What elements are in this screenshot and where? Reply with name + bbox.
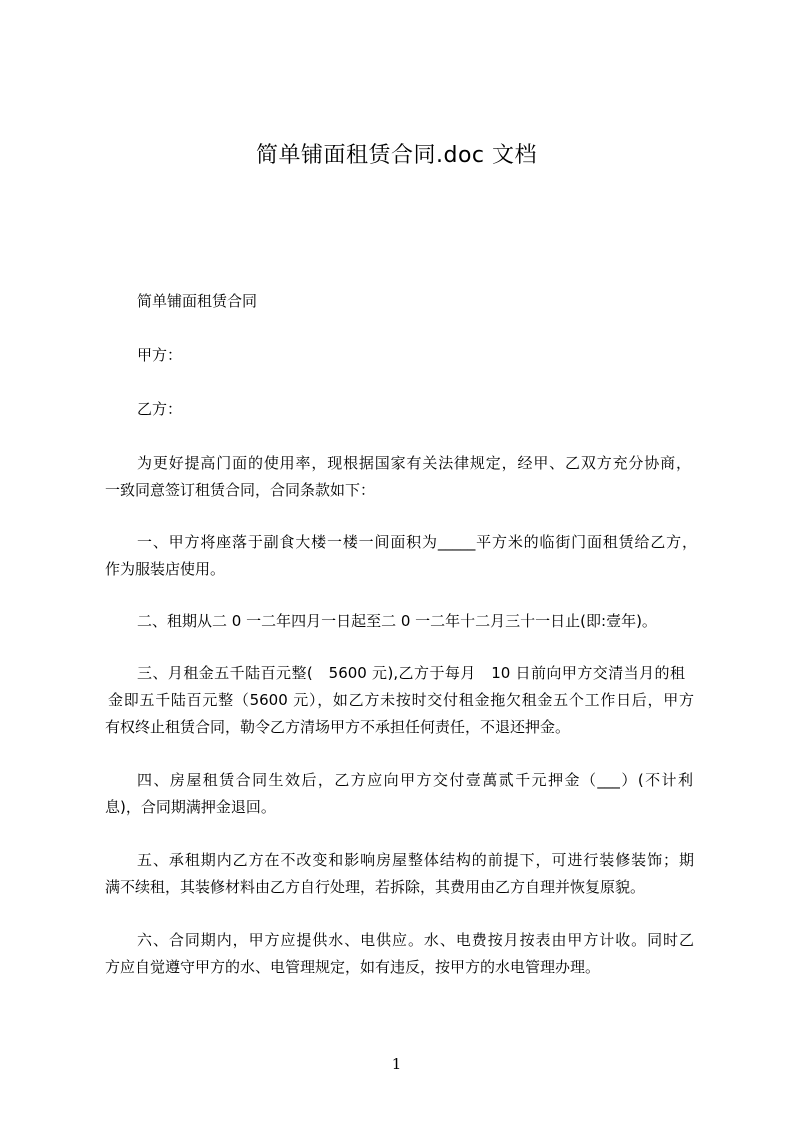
clause-5-line-1: 五、承租期内乙方在不改变和影响房屋整体结构的前提下，可进行装修装饰；期 <box>137 851 694 869</box>
clause-3-line-2: 金即五千陆百元整（5600 元），如乙方未按时交付租金拖欠租金五个工作日后，甲方 <box>108 691 694 709</box>
clause-1-line-2: 作为服装店使用。 <box>105 560 226 578</box>
clause-5-line-2: 满不续租，其装修材料由乙方自行处理，若拆除，其费用由乙方自理并恢复原貌。 <box>105 878 646 896</box>
intro-line-2: 一致同意签订租赁合同，合同条款如下： <box>105 481 376 499</box>
intro-line-1: 为更好提高门面的使用率，现根据国家有关法律规定，经甲、乙双方充分协商， <box>137 454 691 472</box>
clause-4-line-2: 息)，合同期满押金退回。 <box>105 798 276 816</box>
clause-3-line-3: 有权终止租赁合同，勒令乙方清场甲方不承担任何责任，不退还押金。 <box>105 718 571 736</box>
page-number: 1 <box>391 1055 402 1073</box>
clause-6-line-1: 六、合同期内，甲方应提供水、电供应。水、电费按月按表由甲方计收。同时乙 <box>137 931 694 949</box>
clause-2-line-1: 二、租期从二 0 一二年四月一日起至二 0 一二年十二月三十一日止(即:壹年)。 <box>137 612 657 630</box>
party-b-field: 乙方： <box>137 400 183 418</box>
contract-heading: 简单铺面租赁合同 <box>137 292 258 310</box>
clause-4-line-1: 四、房屋租赁合同生效后，乙方应向甲方交付壹萬贰千元押金（___）(不计利 <box>137 771 693 789</box>
document-title: 简单铺面租赁合同.doc 文档 <box>255 143 537 168</box>
clause-3-line-1: 三、月租金五千陆百元整( 5600 元),乙方于每月 10 日前向甲方交清当月的租 <box>137 664 685 682</box>
clause-6-line-2: 方应自觉遵守甲方的水、电管理规定，如有违反，按甲方的水电管理办理。 <box>105 958 601 976</box>
clause-1-line-1: 一、甲方将座落于副食大楼一楼一间面积为_____平方米的临街门面租赁给乙方， <box>137 533 697 551</box>
party-a-field: 甲方： <box>137 346 183 364</box>
